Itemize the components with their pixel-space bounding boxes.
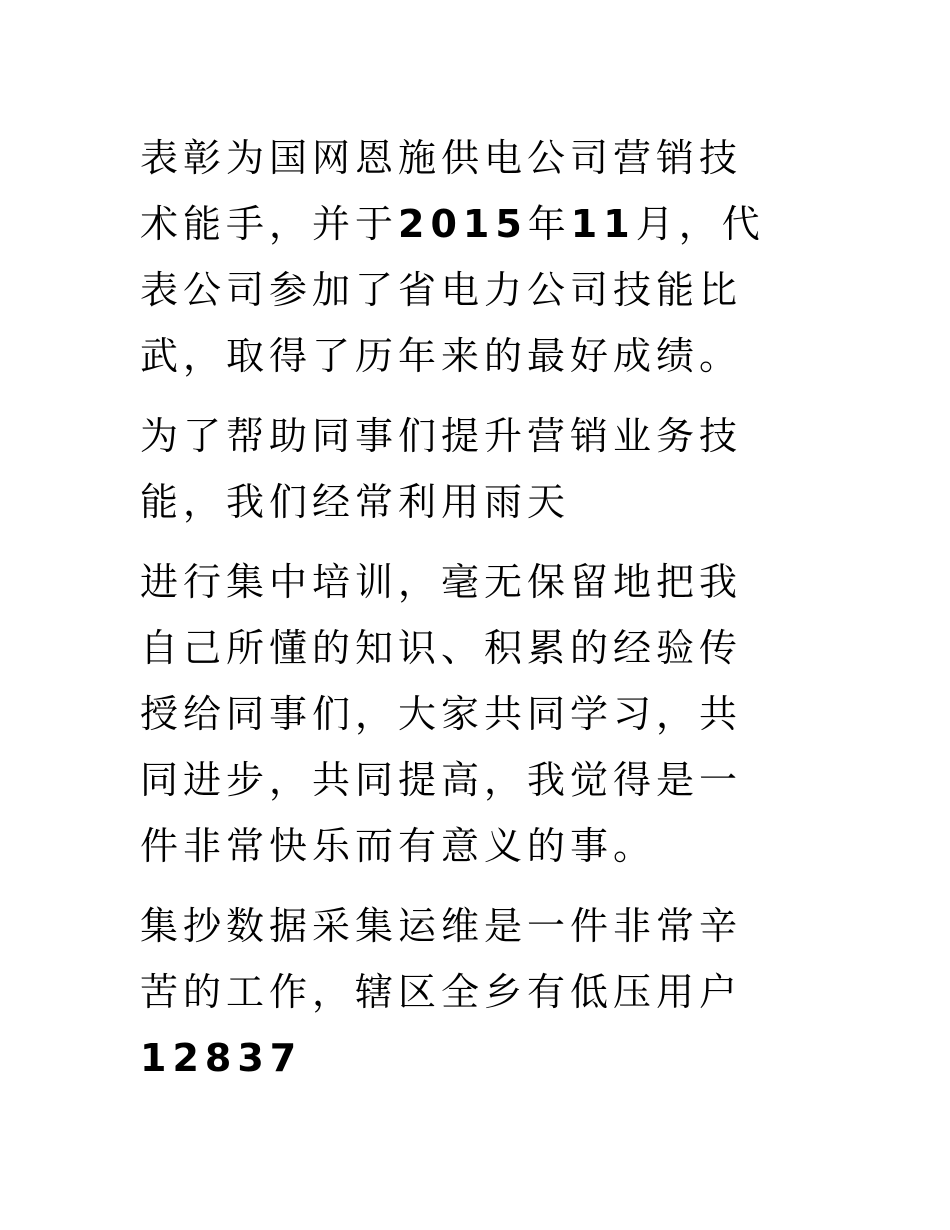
paragraph-1 — [140, 125, 810, 389]
text-line: 进行集中培训，毫无保留地把我 — [140, 560, 743, 604]
month-number: 11 — [570, 202, 636, 246]
paragraph-2 — [140, 403, 810, 535]
user-count-number: 12837 — [140, 1036, 303, 1080]
text-line: 授给同事们，大家共同学习，共 — [140, 692, 743, 736]
document-page — [140, 125, 810, 1105]
text-line: 术能手，并于2015年11月，代 — [140, 202, 765, 246]
text-line: 同进步，共同提高，我觉得是一 — [140, 758, 743, 802]
text-line: 集抄数据采集运维是一件非常辛 — [140, 904, 743, 948]
text-line: 为了帮助同事们提升营销业务技 — [140, 414, 743, 458]
paragraph-4 — [140, 893, 810, 1091]
text-line: 件非常快乐而有意义的事。 — [140, 824, 657, 868]
text-line: 苦的工作，辖区全乡有低压用户 — [140, 970, 743, 1014]
text-line: 表彰为国网恩施供电公司营销技 — [140, 136, 743, 180]
text-line — [140, 1025, 810, 1091]
text-line: 武，取得了历年来的最好成绩。 — [140, 334, 743, 378]
text-line: 表公司参加了省电力公司技能比 — [140, 268, 743, 312]
text-line: 能，我们经常利用雨天 — [140, 480, 571, 524]
year-number: 2015 — [398, 202, 528, 246]
paragraph-3 — [140, 549, 810, 879]
text-line: 自己所懂的知识、积累的经验传 — [140, 626, 743, 670]
